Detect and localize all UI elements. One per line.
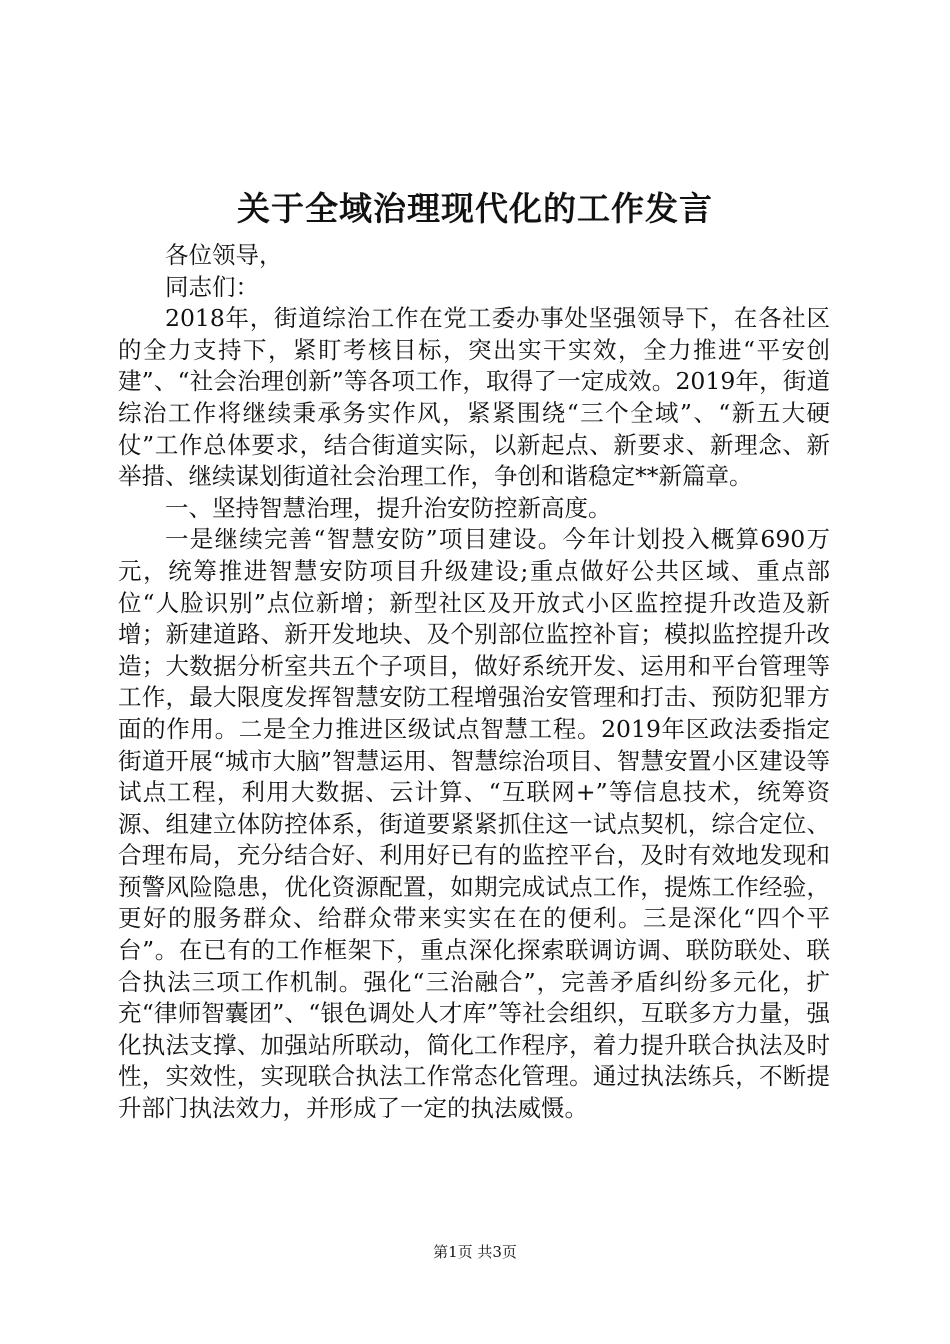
document-body: [118, 240, 830, 1125]
paragraph-intro: 2018年，街道综治工作在党工委办事处坚强领导下，在各社区的全力支持下，紧盯考核目标，突出实干实效，全力推进“平安创建”、“社会治理创新”等各项工作，取得了一定成效。2019年，街道综治工作将继续秉承务实作风，紧紧围绕“三个全域”、“新五大硬仗”工作总体要求，结合街道实际，以新起点、新要求、新理念、新举措、继续谋划街道社会治理工作，争创和谐稳定**新篇章。: [118, 304, 830, 491]
page-title: 关于全域治理现代化的工作发言: [237, 189, 713, 228]
page-footer: 第1页 共3页: [433, 1243, 517, 1261]
section-heading: 一、坚持智慧治理，提升治安防控新高度。: [165, 493, 612, 522]
greeting-comrades: 同志们：: [165, 272, 259, 301]
greeting-leaders: 各位领导，: [165, 241, 283, 269]
paragraph-smart-security: 一是继续完善“智慧安防”项目建设。今年计划投入概算690万元，统筹推进智慧安防项目升级建设;重点做好公共区域、重点部位“人脸识别”点位新增；新型社区及开放式小区监控提升改造及新增；新建道路、新开发地块、及个别部位监控补盲；模拟监控提升改造；大数据分析室共五个子项目，做好系统开发、运用和平台管理等工作，最大限度发挥智慧安防工程增强治安管理和打击、预防犯罪方面的作用。二是全力推进区级试点智慧工程。2019年区政法委指定街道开展“城市大脑”智慧运用、智慧综治项目、智慧安置小区建设等试点工程，利用大数据、云计算、“互联网+”等信息技术，统筹资源、组建立体防控体系，街道要紧紧抓住这一试点契机，综合定位、合理布局，充分结合好、利用好已有的监控平台，及时有效地发现和预警风险隐患，优化资源配置，如期完成试点工作，提炼工作经验，更好的服务群众、给群众带来实实在在的便利。三是深化“四个平台”。在已有的工作框架下，重点深化探索联调访调、联防联处、联合执法三项工作机制。强化“三治融合”，完善矛盾纠纷多元化，扩充“律师智囊团”、“银色调处人才库”等社会组织，互联多方力量，强化执法支撑、加强站所联动，简化工作程序，着力提升联合执法及时性，实效性，实现联合执法工作常态化管理。通过执法练兵，不断提升部门执法效力，并形成了一定的执法威慑。: [118, 525, 830, 1123]
